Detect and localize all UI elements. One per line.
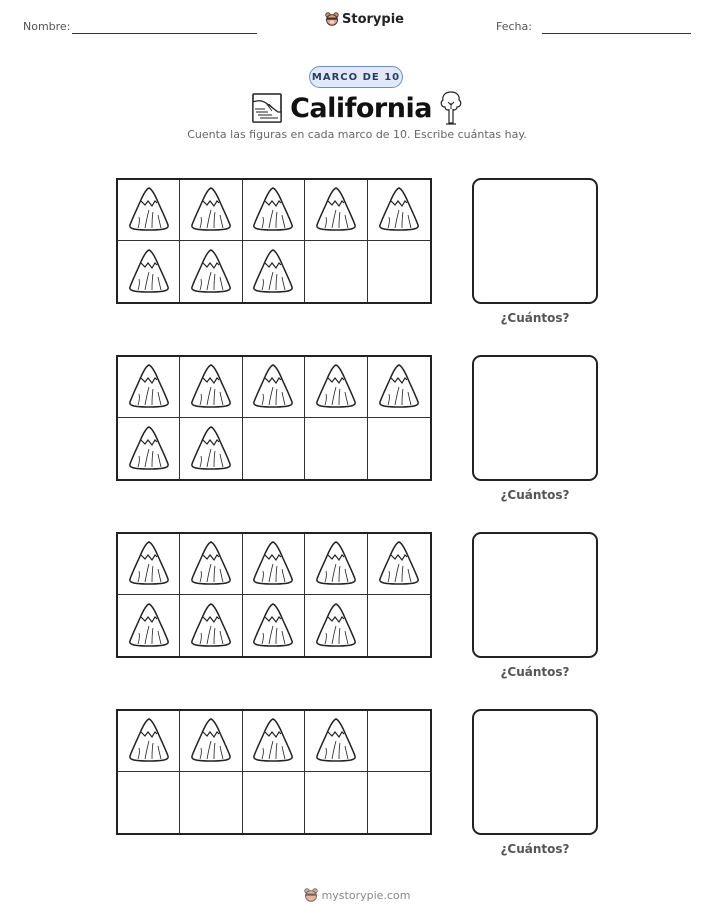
- footer: [0, 888, 714, 903]
- mountain-icon: [251, 716, 295, 766]
- ten-frame-cell: [305, 180, 367, 241]
- topic-badge: MARCO DE 10: [309, 66, 403, 88]
- ten-frame-cell: [305, 772, 367, 833]
- ten-frame-cell: [243, 180, 305, 241]
- ten-frame-cell: [180, 180, 242, 241]
- ten-frame-cell: [180, 418, 242, 479]
- ten-frame-cell: [118, 180, 180, 241]
- ten-frame-cell: [368, 180, 430, 241]
- name-label: Nombre:: [23, 20, 71, 33]
- date-label: Fecha:: [496, 20, 532, 33]
- ten-frame-cell: [180, 357, 242, 418]
- ten-frame-cell: [305, 711, 367, 772]
- mountain-icon: [127, 362, 171, 412]
- ten-frame-cell: [118, 418, 180, 479]
- mountain-icon: [189, 247, 233, 297]
- bear-mascot-icon: [304, 888, 318, 903]
- mountain-icon: [314, 362, 358, 412]
- instructions: Cuenta las figuras en cada marco de 10. Escribe cuántas hay.: [187, 128, 527, 141]
- ten-frame-cell: [118, 711, 180, 772]
- mountain-icon: [127, 601, 171, 651]
- mountain-icon: [189, 716, 233, 766]
- mountain-icon: [127, 247, 171, 297]
- ten-frame-cell: [118, 595, 180, 656]
- mountain-icon: [314, 601, 358, 651]
- mountain-icon: [127, 539, 171, 589]
- count-question: ¿Cuántos?: [500, 311, 570, 325]
- ten-frame-cell: [180, 534, 242, 595]
- ten-frame-cell: [305, 357, 367, 418]
- ten-frame-cell: [118, 534, 180, 595]
- mountain-icon: [127, 424, 171, 474]
- mountain-icon: [314, 716, 358, 766]
- ten-frame-cell: [368, 241, 430, 302]
- ten-frame-cell: [243, 772, 305, 833]
- ten-frame-cell: [180, 711, 242, 772]
- ten-frame-cell: [305, 595, 367, 656]
- answer-box[interactable]: [472, 178, 598, 304]
- ten-frame-cell: [368, 595, 430, 656]
- count-question: ¿Cuántos?: [500, 842, 570, 856]
- footer-url[interactable]: mystorypie.com: [321, 889, 411, 902]
- ten-frame-cell: [180, 595, 242, 656]
- redwood-tree-icon: [440, 91, 462, 125]
- ten-frame: [116, 178, 432, 304]
- mountain-icon: [251, 539, 295, 589]
- mountain-icon: [189, 362, 233, 412]
- page-title-row: [250, 88, 464, 128]
- count-question: ¿Cuántos?: [500, 665, 570, 679]
- mountain-icon: [377, 185, 421, 235]
- ten-frame-cell: [243, 534, 305, 595]
- ten-frame-cell: [118, 772, 180, 833]
- brand-name: Storypie: [342, 12, 404, 27]
- mountain-icon: [377, 539, 421, 589]
- ten-frame-cell: [118, 241, 180, 302]
- mountain-icon: [251, 362, 295, 412]
- answer-box[interactable]: [472, 355, 598, 481]
- ten-frame-cell: [368, 534, 430, 595]
- mountain-icon: [314, 539, 358, 589]
- answer-box[interactable]: [472, 709, 598, 835]
- ten-frame-cell: [243, 241, 305, 302]
- ten-frame-cell: [243, 711, 305, 772]
- mountain-icon: [251, 247, 295, 297]
- mountain-icon: [127, 185, 171, 235]
- mountain-icon: [377, 362, 421, 412]
- ten-frame-cell: [118, 357, 180, 418]
- brand-logo: [325, 12, 404, 27]
- mountain-icon: [127, 716, 171, 766]
- bear-mascot-icon: [325, 12, 339, 27]
- ten-frame-cell: [305, 418, 367, 479]
- ten-frame-cell: [368, 772, 430, 833]
- ten-frame-cell: [368, 418, 430, 479]
- count-question: ¿Cuántos?: [500, 488, 570, 502]
- ten-frame: [116, 709, 432, 835]
- ten-frame-cell: [368, 711, 430, 772]
- ten-frame-cell: [243, 595, 305, 656]
- mountain-icon: [189, 539, 233, 589]
- answer-box[interactable]: [472, 532, 598, 658]
- name-field-line[interactable]: [72, 33, 257, 34]
- mountain-icon: [189, 185, 233, 235]
- date-field-line[interactable]: [542, 33, 691, 34]
- ten-frame-cell: [368, 357, 430, 418]
- ten-frame-cell: [305, 241, 367, 302]
- ten-frame: [116, 532, 432, 658]
- ten-frame: [116, 355, 432, 481]
- mountain-icon: [189, 424, 233, 474]
- ten-frame-cell: [243, 357, 305, 418]
- coast-landscape-icon: [252, 93, 282, 123]
- mountain-icon: [251, 185, 295, 235]
- mountain-icon: [251, 601, 295, 651]
- mountain-icon: [189, 601, 233, 651]
- ten-frame-cell: [243, 418, 305, 479]
- ten-frame-cell: [180, 241, 242, 302]
- page-title: California: [290, 92, 432, 124]
- ten-frame-cell: [180, 772, 242, 833]
- ten-frame-cell: [305, 534, 367, 595]
- mountain-icon: [314, 185, 358, 235]
